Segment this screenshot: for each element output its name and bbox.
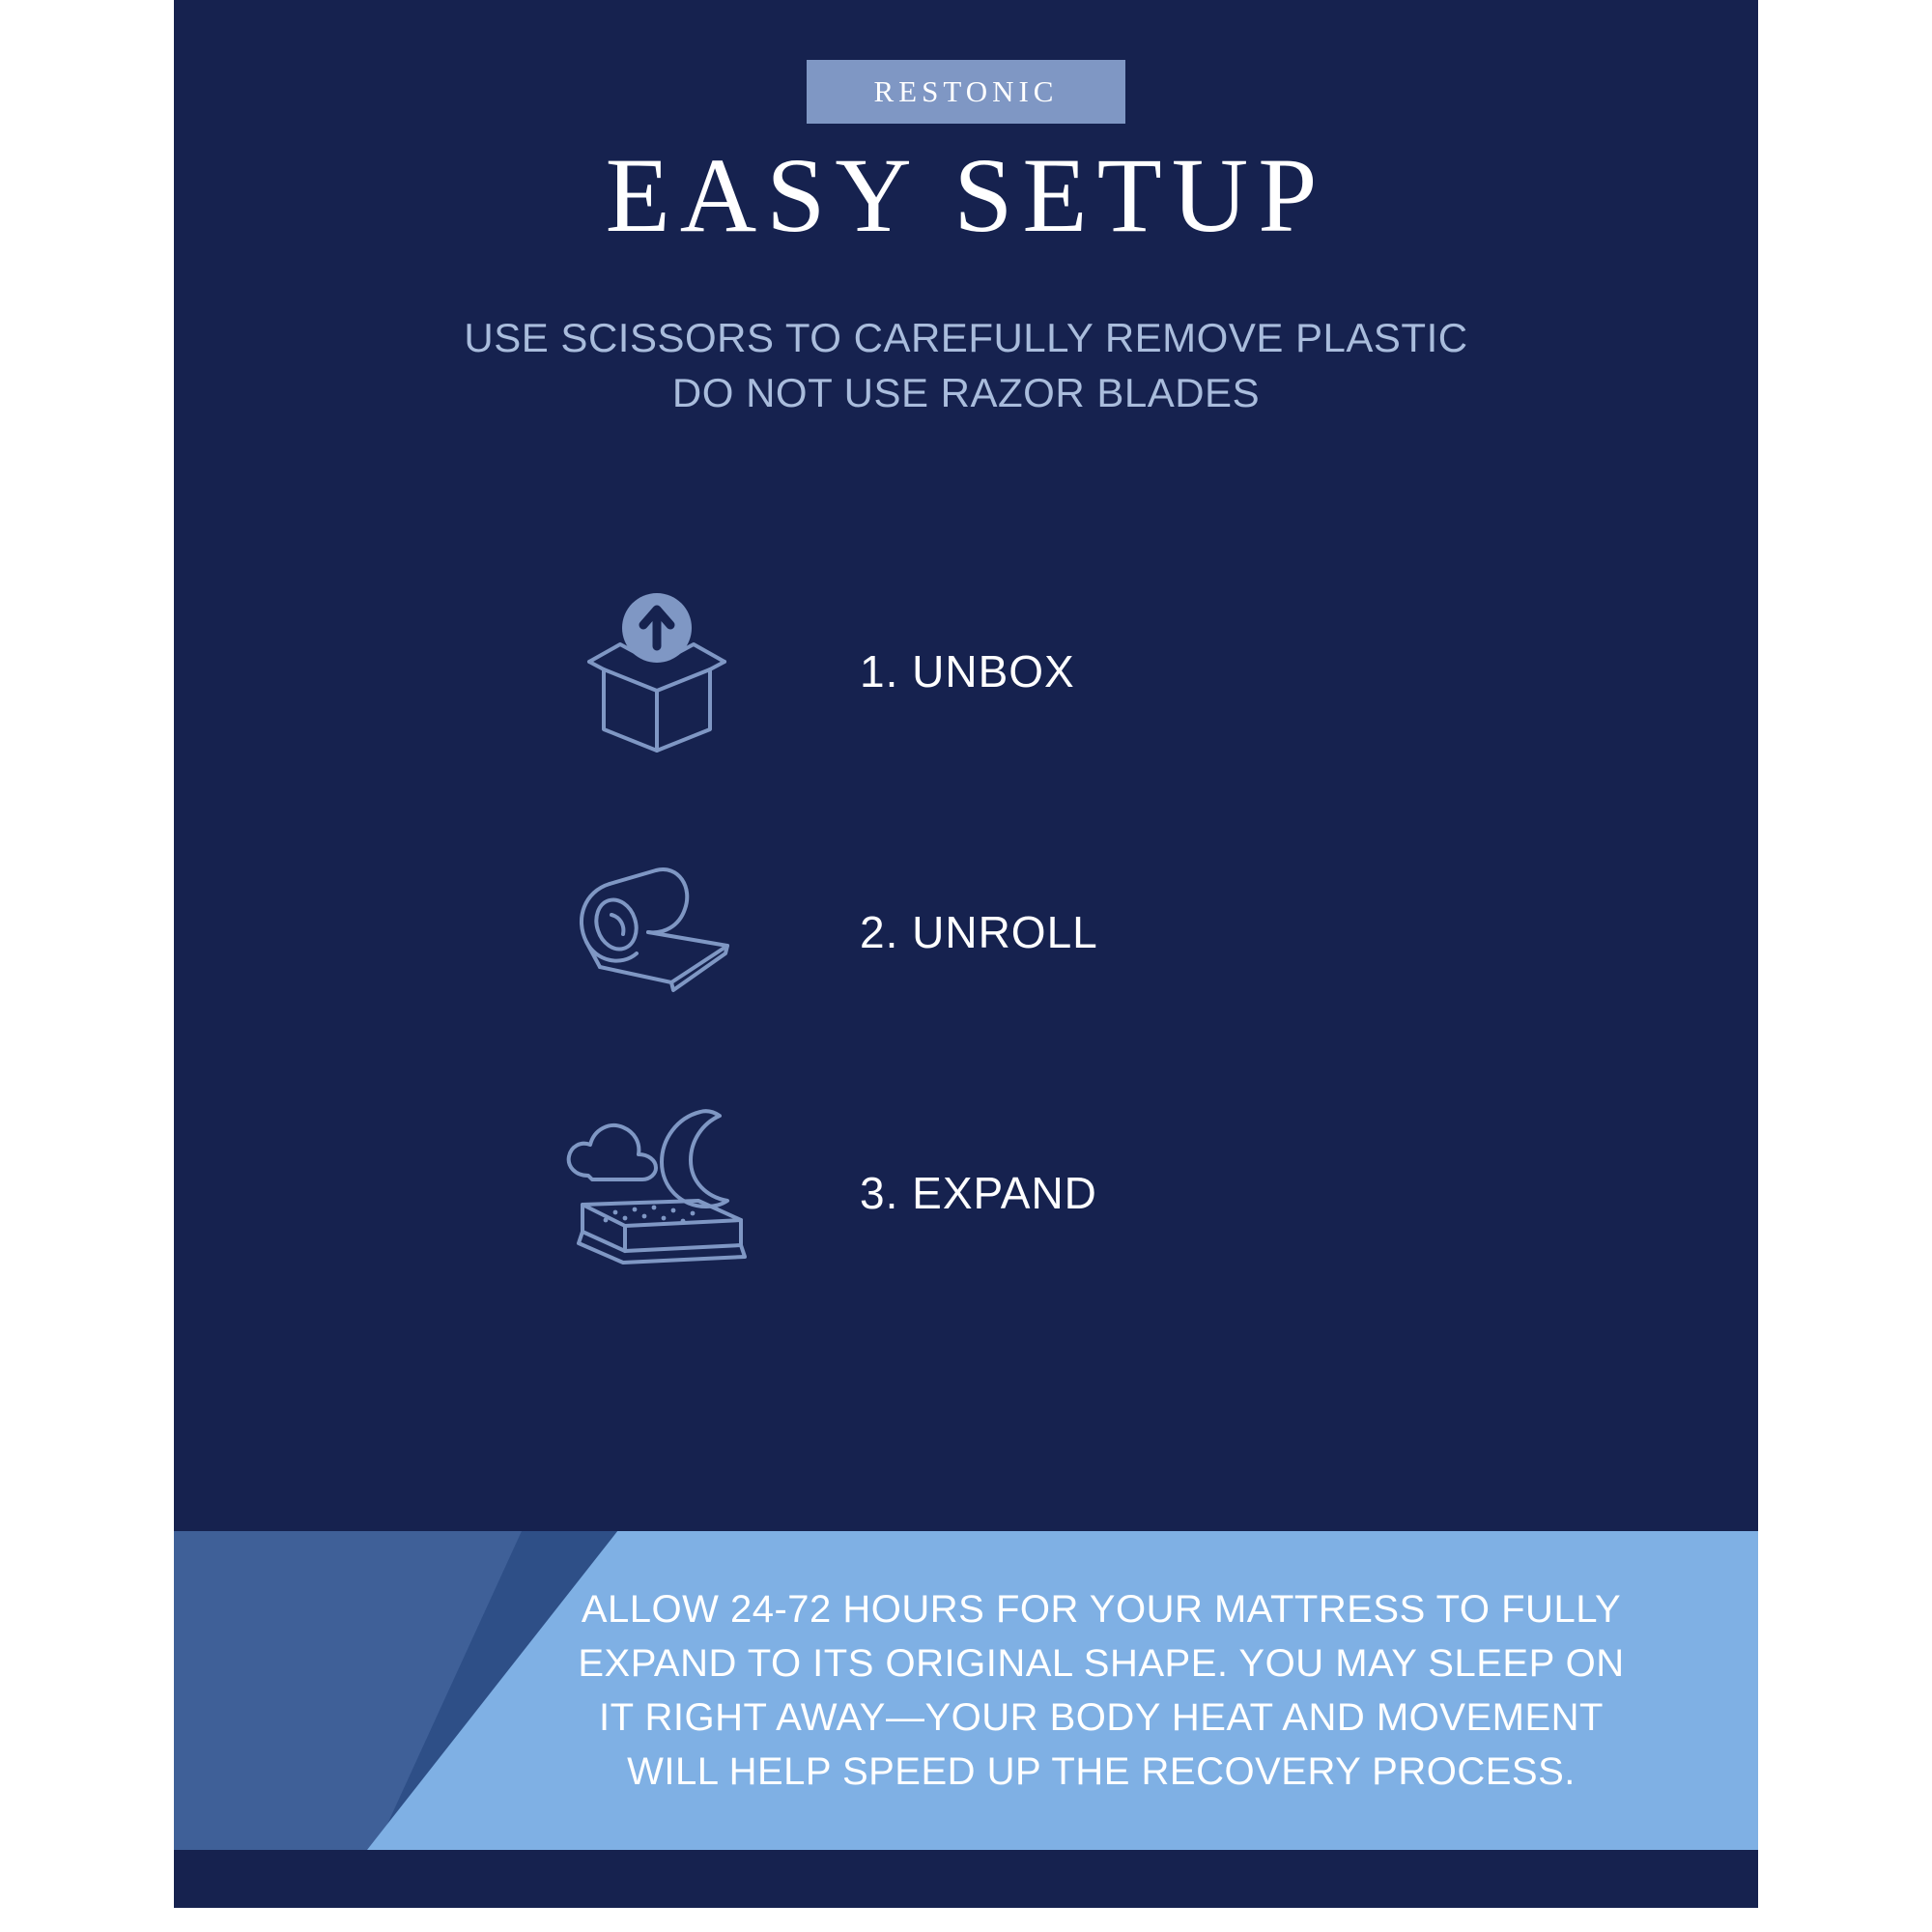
subtitle-line-2: DO NOT USE RAZOR BLADES bbox=[671, 369, 1261, 415]
subtitle-line-1: USE SCISSORS TO CAREFULLY REMOVE PLASTIC bbox=[464, 315, 1468, 360]
step-label-unroll: 2. UNROLL bbox=[860, 907, 1098, 957]
setup-instruction-poster bbox=[174, 0, 1758, 1908]
banner-text: ALLOW 24-72 HOURS FOR YOUR MATTRESS TO FULLY EXPAND TO ITS ORIGINAL SHAPE. YOU MAY SLEEP ON IT RIGHT AWAY—YOUR BODY HEAT AND MOVEMENT WILL HELP SPEED UP THE RECOVERY PROCESS. bbox=[578, 1588, 1625, 1793]
open-box-with-up-arrow-icon bbox=[555, 565, 758, 778]
page-title: EASY SETUP bbox=[605, 136, 1327, 254]
mattress-with-moon-and-cloud-icon bbox=[555, 1087, 758, 1299]
banner-text-container bbox=[174, 1531, 1758, 1850]
brand-name: RESTONIC bbox=[873, 74, 1059, 108]
brand-logo-badge bbox=[807, 60, 1125, 124]
step-label-expand: 3. EXPAND bbox=[860, 1168, 1097, 1218]
page-subtitle bbox=[174, 311, 1758, 420]
poster-footer-bar bbox=[174, 1850, 1758, 1908]
step-item-unbox bbox=[174, 541, 1758, 802]
steps-list bbox=[174, 541, 1758, 1323]
step-item-unroll bbox=[174, 802, 1758, 1063]
step-label-unbox: 1. UNBOX bbox=[860, 646, 1075, 696]
rolled-mattress-icon bbox=[555, 826, 758, 1038]
expansion-notice-banner bbox=[174, 1531, 1758, 1850]
step-item-expand bbox=[174, 1063, 1758, 1323]
